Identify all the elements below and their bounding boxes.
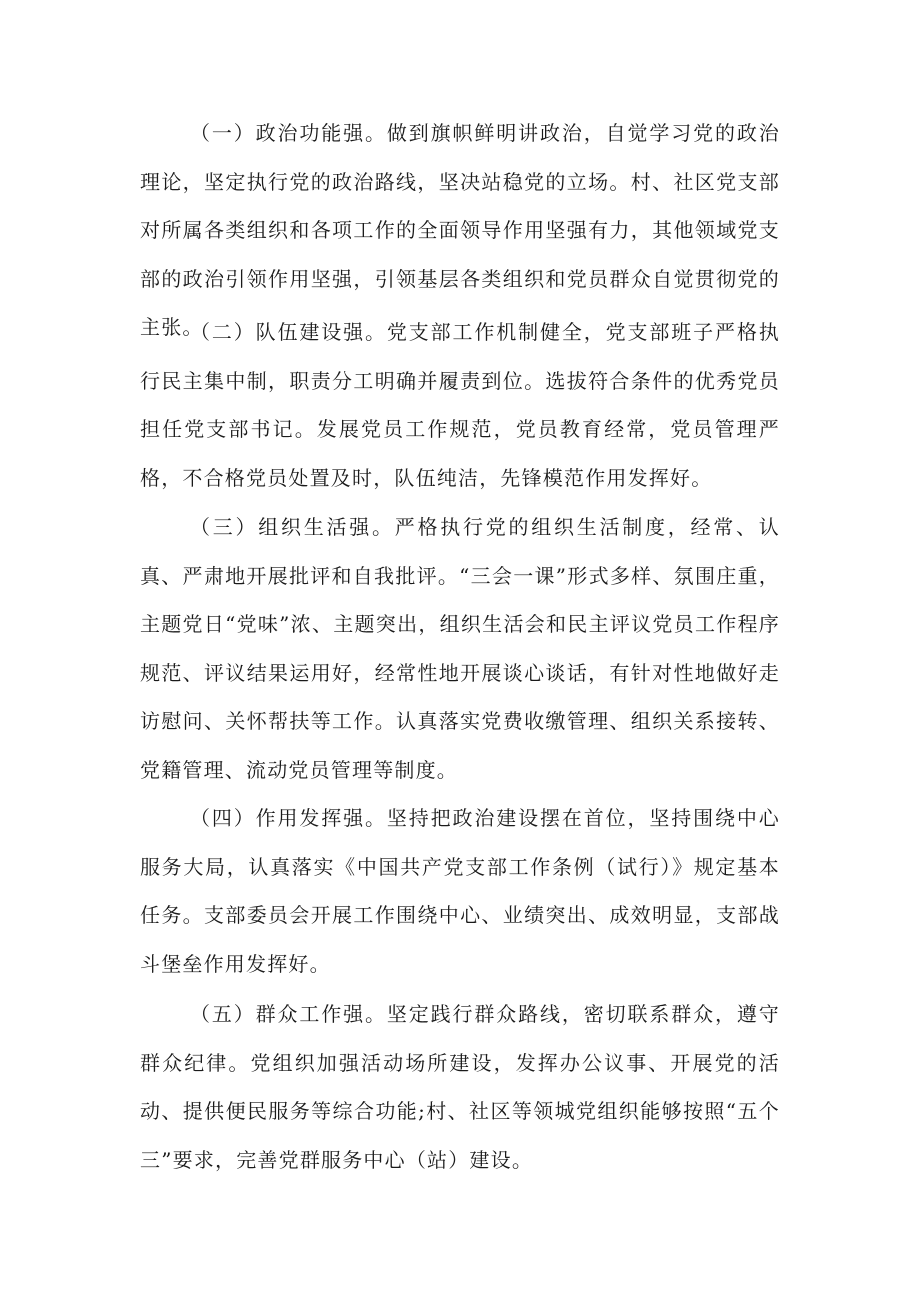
paragraph-organizational-life: （三）组织生活强。严格执行党的组织生活制度，经常、认真、严肃地开展批评和自我批评。“三会一课”形式多样、氛围庄重，主题党日“党味”浓、主题突出，组织生活会和民主评议党员工作程序规范、评议结果运用好，经常性地开展谈心谈话，有针对性地做好走访慰问、关怀帮扶等工作。认真落实党费收缴管理、组织关系接转、党籍管理、流动党员管理等制度。 bbox=[140, 515, 780, 782]
paragraph-team-building: （二）队伍建设强。党支部工作机制健全，党支部班子严格执行民主集中制，职责分工明确并履责到位。选拔符合条件的优秀党员担任党支部书记。发展党员工作规范，党员教育经常，党员管理严格，不合格党员处置及时，队伍纯洁，先锋模范作用发挥好。 bbox=[140, 320, 780, 490]
paragraph-political-function: （一）政治功能强。做到旗帜鲜明讲政治，自觉学习党的政治理论，坚定执行党的政治路线，坚决站稳党的立场。村、社区党支部对所属各类组织和各项工作的全面领导作用坚强有力，其他领域党支部的政治引领作用坚强，引领基层各类组织和党员群众自觉贯彻党的主张。 bbox=[140, 121, 780, 339]
paragraph-role-play: （四）作用发挥强。坚持把政治建设摆在首位，坚持围绕中心服务大局，认真落实《中国共产党支部工作条例（试行）》规定基本任务。支部委员会开展工作围绕中心、业绩突出、成效明显，支部战斗堡垒作用发挥好。 bbox=[140, 806, 780, 976]
paragraph-mass-work: （五）群众工作强。坚定践行群众路线，密切联系群众，遵守群众纪律。党组织加强活动场所建设，发挥办公议事、开展党的活动、提供便民服务等综合功能;村、社区等领城党组织能够按照“五个三”要求，完善党群服务中心（站）建设。 bbox=[140, 1002, 780, 1172]
